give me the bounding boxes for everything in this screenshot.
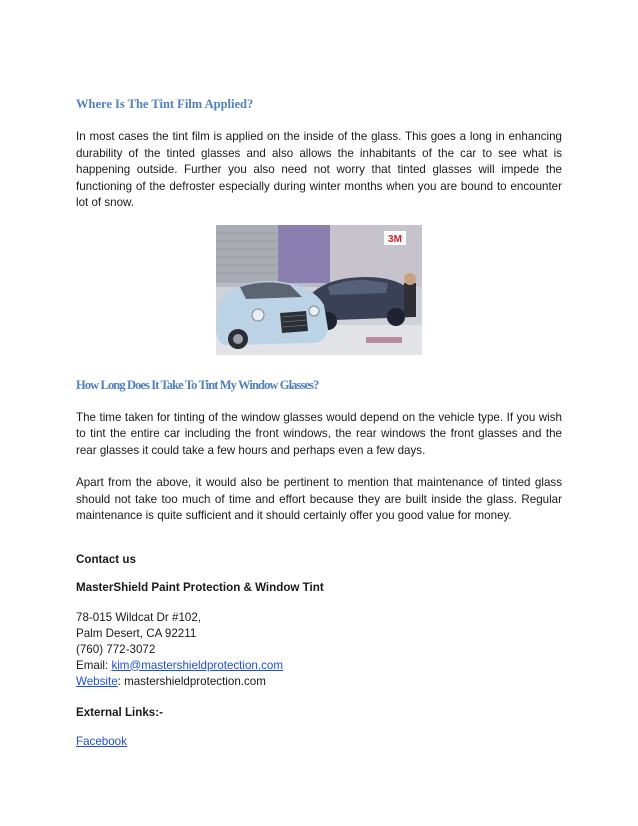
- phone-number: (760) 772-3072: [76, 642, 156, 656]
- how-long-paragraph-2: Apart from the above, it would also be pertinent to mention that maintenance of tinted glass should not take too much of time and effort because they are built inside the glass. Regular maintenance is quite sufficient and it should certainly offer you good value for money.: [76, 476, 562, 522]
- company-name: MasterShield Paint Protection & Window Tint: [76, 581, 324, 594]
- how-long-paragraph-1: The time taken for tinting of the window glasses would depend on the vehicle type. If you wish to tint the entire car including the front windows, the rear windows the front glasses and the rear glasses it could take a few hours and perhaps even a few days.: [76, 410, 562, 457]
- tint-applied-paragraph: In most cases the tint film is applied on the inside of the glass. This goes a long in enhancing durability of the tinted glasses and also allows the inhabitants of the car to see what is happening outside. Further you also need not worry that tinted glasses will impede the functioning of the defroster especially during winter months when you are bound to encounter lot of snow.: [76, 130, 562, 209]
- email-link[interactable]: kim@mastershieldprotection.com: [111, 658, 284, 672]
- 3m-logo-text: 3M: [388, 233, 402, 245]
- external-links-heading: External Links:-: [76, 705, 163, 719]
- email-label: Email:: [76, 658, 112, 672]
- address-line-2: Palm Desert, CA 92211: [76, 626, 197, 640]
- car-tint-photo: [216, 225, 422, 355]
- facebook-line: [76, 734, 562, 750]
- section-heading-tint-applied: Where Is The Tint Film Applied?: [76, 97, 254, 111]
- website-url: mastershieldprotection.com: [124, 674, 266, 688]
- car-tint-photo-graphic: [216, 225, 422, 355]
- website-link[interactable]: Website: [76, 674, 118, 688]
- facebook-link[interactable]: Facebook: [76, 735, 127, 748]
- address-line-1: 78-015 Wildcat Dr #102,: [76, 610, 202, 624]
- section-heading-how-long: How Long Does It Take To Tint My Window Glasses?: [76, 377, 319, 392]
- website-separator: :: [117, 674, 125, 688]
- email-line: [76, 658, 562, 674]
- website-line: [76, 674, 562, 690]
- contact-heading: Contact us: [76, 552, 136, 566]
- document-page: [76, 96, 562, 750]
